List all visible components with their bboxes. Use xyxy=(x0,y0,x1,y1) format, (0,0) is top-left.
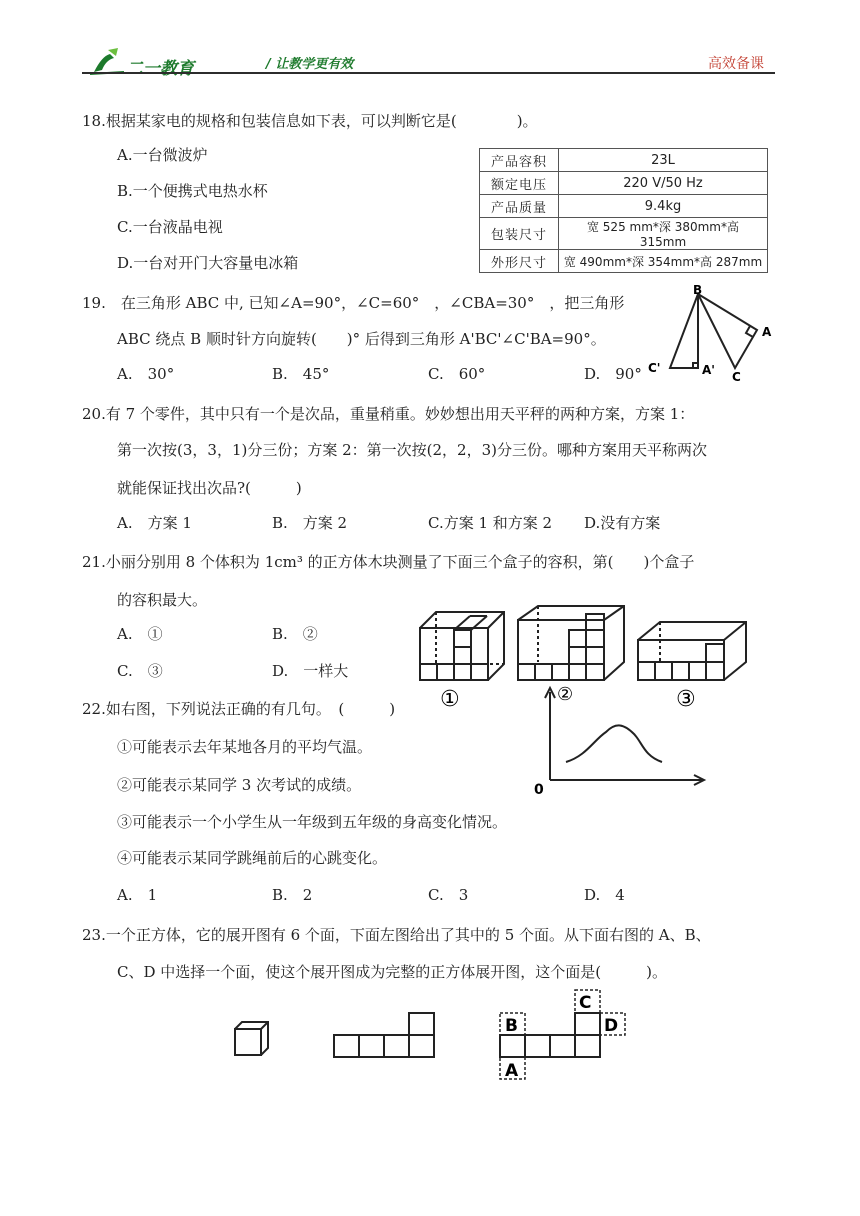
question-22-option-d: D. 4 xyxy=(584,886,625,904)
label-a: A xyxy=(762,325,772,339)
question-18-option-c: C.一台液晶电视 xyxy=(117,218,223,236)
question-22-stem: 22.如右图，下列说法正确的有几句。 ( ) xyxy=(82,700,396,718)
question-22-option-a: A. 1 xyxy=(117,886,158,904)
spec-key: 包装尺寸 xyxy=(480,218,559,250)
table-row xyxy=(480,195,768,218)
question-20-line-3: 就能保证找出次品?( ) xyxy=(117,479,302,497)
spec-table xyxy=(479,148,768,273)
label-c-prime: C' xyxy=(648,361,661,375)
question-19-option-a: A. 30° xyxy=(117,365,175,383)
face-label-a: A xyxy=(505,1061,519,1081)
table-row xyxy=(480,218,768,250)
header-tagline: 高效备课 xyxy=(708,56,764,72)
question-20-option-b: B. 方案 2 xyxy=(272,514,348,532)
question-18-stem: 18.根据某家电的规格和包装信息如下表，可以判断它是( )。 xyxy=(82,112,538,130)
header-slogan: / 让教学更有效 xyxy=(266,57,354,72)
face-label-d: D xyxy=(604,1016,619,1036)
question-21-line-2: 的容积最大。 xyxy=(117,591,208,609)
question-18-option-d: D.一台对开门大容量电冰箱 xyxy=(117,254,299,272)
question-20-line-2: 第一次按(3，3，1)分三份；方案 2：第一次按(2，2，3)分三份。哪种方案用天平称两次 xyxy=(117,441,707,459)
question-22-option-c: C. 3 xyxy=(428,886,469,904)
question-19-option-b: B. 45° xyxy=(272,365,330,383)
question-21-line-1: 21.小丽分别用 8 个体积为 1cm³ 的正方体木块测量了下面三个盒子的容积，第( )个盒子 xyxy=(82,553,695,571)
question-19-option-c: C. 60° xyxy=(428,365,486,383)
table-row xyxy=(480,172,768,195)
question-22-option-b: B. 2 xyxy=(272,886,313,904)
table-row xyxy=(480,250,768,273)
box-label-3: ③ xyxy=(676,687,696,710)
spec-key: 额定电压 xyxy=(480,172,559,195)
question-22-statement-2: ②可能表示某同学 3 次考试的成绩。 xyxy=(117,776,362,794)
cube-net-figure xyxy=(230,985,650,1085)
question-22-statement-4: ④可能表示某同学跳绳前后的心跳变化。 xyxy=(117,849,388,867)
origin-label: 0 xyxy=(534,782,544,798)
rotation-triangle-figure xyxy=(640,284,780,384)
question-19-line-1: 19. 在三角形 ABC 中, 已知∠A=90°，∠C=60° ，∠CBA=30° ，把三角形 xyxy=(82,294,625,312)
question-20-option-c: C.方案 1 和方案 2 xyxy=(428,514,553,532)
spec-value: 宽 490mm*深 354mm*高 287mm xyxy=(559,250,768,273)
question-19-line-2: ABC 绕点 B 顺时针方向旋转( )° 后得到三角形 A'BC'∠C'BA=90°。 xyxy=(117,330,606,348)
box-label-1: ① xyxy=(440,687,460,710)
spec-value: 220 V/50 Hz xyxy=(559,172,768,195)
question-18-option-b: B.一个便携式电热水杯 xyxy=(117,182,268,200)
question-21-option-c: C. ③ xyxy=(117,662,163,680)
question-23-line-2: C、D 中选择一个面，使这个展开图成为完整的正方体展开图，这个面是( )。 xyxy=(117,963,667,981)
face-label-b: B xyxy=(505,1016,518,1036)
spec-key: 外形尺寸 xyxy=(480,250,559,273)
trend-graph-figure xyxy=(530,682,710,798)
spec-value: 23L xyxy=(559,149,768,172)
question-21-option-a: A. ① xyxy=(117,625,163,643)
question-18-option-a: A.一台微波炉 xyxy=(117,146,208,164)
question-22-statement-3: ③可能表示一个小学生从一年级到五年级的身高变化情况。 xyxy=(117,813,508,831)
question-19-option-d: D. 90° xyxy=(584,365,642,383)
question-23-line-1: 23.一个正方体，它的展开图有 6 个面，下面左图给出了其中的 5 个面。从下面右图的 A、B、 xyxy=(82,926,711,944)
spec-value: 宽 525 mm*深 380mm*高 315mm xyxy=(559,218,768,250)
label-c: C xyxy=(732,370,741,384)
face-label-c: C xyxy=(579,993,592,1013)
box-label-2: ② xyxy=(557,684,574,705)
question-21-option-d: D. 一样大 xyxy=(272,662,349,680)
label-a-prime: A' xyxy=(702,363,715,377)
brand-name: 二一教育 xyxy=(126,59,194,79)
header-divider xyxy=(82,72,775,74)
spec-key: 产品容积 xyxy=(480,149,559,172)
question-20-option-d: D.没有方案 xyxy=(584,514,661,532)
question-20-line-1: 20.有 7 个零件，其中只有一个是次品，重量稍重。妙妙想出用天平秤的两种方案，方案 1： xyxy=(82,405,695,423)
question-20-option-a: A. 方案 1 xyxy=(117,514,192,532)
question-21-option-b: B. ② xyxy=(272,625,318,643)
spec-key: 产品质量 xyxy=(480,195,559,218)
label-b: B xyxy=(693,284,703,297)
table-row xyxy=(480,149,768,172)
spec-value: 9.4kg xyxy=(559,195,768,218)
question-22-statement-1: ①可能表示去年某地各月的平均气温。 xyxy=(117,738,373,756)
